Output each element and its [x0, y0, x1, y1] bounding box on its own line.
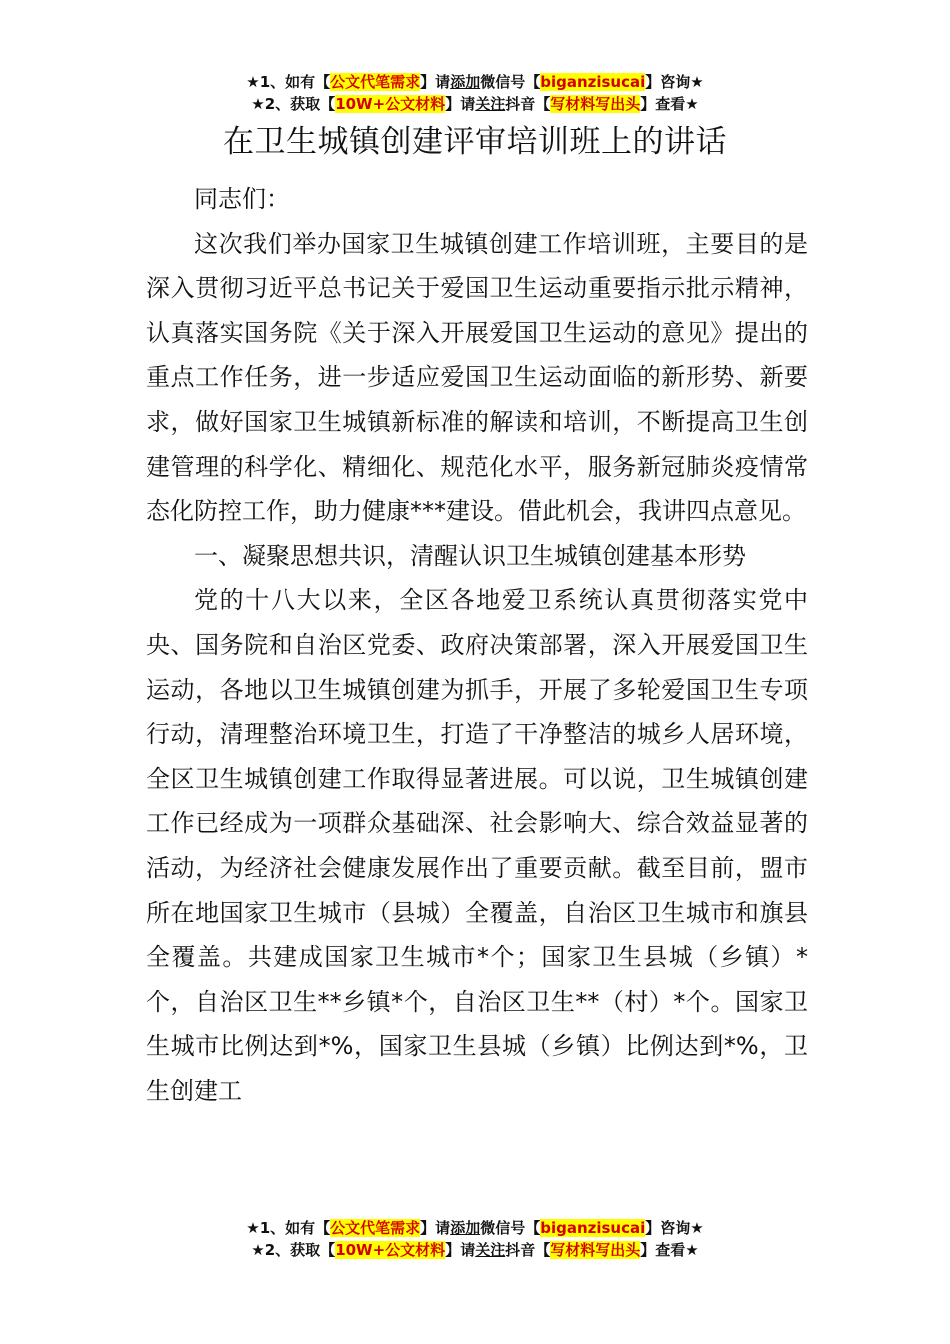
- highlight-materials: 10W+公文材料: [335, 1241, 446, 1259]
- section-heading-1: 一、凝聚思想共识，清醒认识卫生城镇创建基本形势: [194, 541, 746, 570]
- header-banner: [0, 71, 950, 115]
- highlight-wechat-id: biganzisucai: [540, 1219, 646, 1237]
- paragraph-intro: 这次我们举办国家卫生城镇创建工作培训班，主要目的是深入贯彻习近平总书记关于爱国卫生运动重要指示批示精神，认真落实国务院《关于深入开展爱国卫生运动的意见》提出的重点工作任务，进一步适应爱国卫生运动面临的新形势、新要求，做好国家卫生城镇新标准的解读和培训，不断提高卫生创建管理的科学化、精细化、规范化水平，服务新冠肺炎疫情常态化防控工作，助力健康***建设。借此机会，我讲四点意见。: [146, 229, 808, 526]
- banner-line-1: ★1、如有【公文代笔需求】请添加微信号【biganzisucai】咨询★: [246, 73, 704, 91]
- document-title: 在卫生城镇创建评审培训班上的讲话: [223, 124, 727, 160]
- banner-line-2: ★2、获取【10W+公文材料】请关注抖音【写材料写出头】查看★: [251, 1241, 699, 1259]
- footer-banner: [0, 1217, 950, 1261]
- salutation: 同志们：: [194, 185, 290, 213]
- paragraph-section-1: 党的十八大以来，全区各地爱卫系统认真贯彻落实党中央、国务院和自治区党委、政府决策部署，深入开展爱国卫生运动，各地以卫生城镇创建为抓手，开展了多轮爱国卫生专项行动，清理整治环境卫生，打造了干净整洁的城乡人居环境，全区卫生城镇创建工作取得显著进展。可以说，卫生城镇创建工作已经成为一项群众基础深、社会影响大、综合效益显著的活动，为经济社会健康发展作出了重要贡献。截至目前，盟市所在地国家卫生城市（县城）全覆盖，自治区卫生城市和旗县全覆盖。共建成国家卫生城市*个；国家卫生县城（乡镇）*个，自治区卫生**乡镇*个，自治区卫生**（村）*个。国家卫生城市比例达到*%，国家卫生县城（乡镇）比例达到*%，卫生创建工: [146, 586, 808, 1105]
- document-body: [146, 177, 808, 1113]
- highlight-douyin-account: 写材料写出头: [550, 95, 641, 113]
- highlight-douyin-account: 写材料写出头: [550, 1241, 641, 1259]
- highlight-materials: 10W+公文材料: [335, 95, 446, 113]
- highlight-wechat-id: biganzisucai: [540, 73, 646, 91]
- highlight-service: 公文代笔需求: [330, 1219, 421, 1237]
- banner-line-2: ★2、获取【10W+公文材料】请关注抖音【写材料写出头】查看★: [251, 95, 699, 113]
- banner-line-1: ★1、如有【公文代笔需求】请添加微信号【biganzisucai】咨询★: [246, 1219, 704, 1237]
- highlight-service: 公文代笔需求: [330, 73, 421, 91]
